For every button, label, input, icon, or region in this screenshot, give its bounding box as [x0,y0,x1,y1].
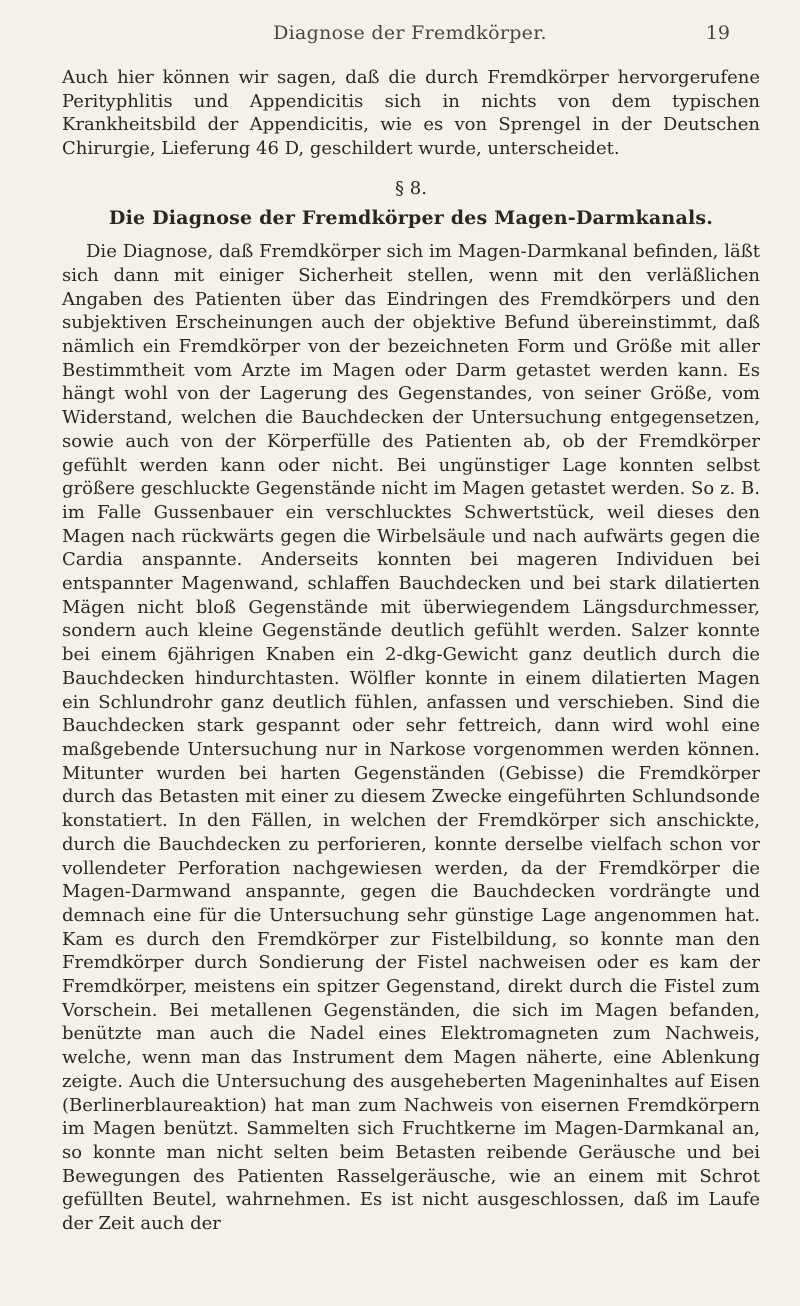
section-number: § 8. [395,177,427,199]
body-text [62,66,760,1236]
running-header [60,10,760,50]
page-number: 19 [705,22,730,44]
running-title: Diagnose der Fremdkörper. [273,22,547,44]
main-paragraph: Die Diagnose, daß Fremdkörper sich im Magen-Darmkanal befinden, läßt sich dann mit einiger Sicherheit stellen, wenn mit den verläßlichen Angaben des Patienten über das Eindringen des Fremdkörpers und den subjektiven Erscheinungen auch der objektive Befund übereinstimmt, daß nämlich ein Fremdkörper von der bezeichneten Form und Größe mit aller Bestimmtheit vom Arzte im Magen oder Darm getastet werden kann. Es hängt wohl von der Lagerung des Gegenstandes, von seiner Größe, vom Widerstand, welchen die Bauchdecken der Untersuchung entgegensetzen, sowie auch von der Körperfülle des Patienten ab, ob der Fremdkörper gefühlt werden kann oder nicht. Bei ungünstiger Lage konnten selbst größere geschluckte Gegenstände nicht im Magen getastet werden. So z. B. im Falle Gussenbauer ein verschlucktes Schwertstück, weil dieses den Magen nach rückwärts gegen die Wirbelsäule und nach aufwärts gegen die Cardia anspannte. Anderseits konnten bei mageren Individuen bei entspannter Magenwand, schlaffen Bauchdecken und bei stark dilatierten Mägen nicht bloß Gegenstände mit überwiegendem Längsdurchmesser, sondern auch kleine Gegenstände deutlich gefühlt werden. Salzer konnte bei einem 6jährigen Knaben ein 2-dkg-Gewicht ganz deutlich durch die Bauchdecken hindurchtasten. Wölfler konnte in einem dilatierten Magen ein Schlundrohr ganz deutlich fühlen, anfassen und verschieben. Sind die Bauchdecken stark gespannt oder sehr fettreich, dann wird wohl eine maßgebende Untersuchung nur in Narkose vorgenommen werden können. Mitunter wurden bei harten Gegenständen (Gebisse) die Fremdkörper durch das Betasten mit einer zu diesem Zwecke eingeführten Schlundsonde konstatiert. In den Fällen, in welchen der Fremdkörper sich anschickte, durch die Bauchdecken zu perforieren, konnte derselbe vielfach schon vor vollendeter Perforation nachgewiesen werden, da der Fremdkörper die Magen-Darmwand anspannte, gegen die Bauchdecken vordrängte und demnach eine für die Untersuchung sehr günstige Lage angenommen hat. Kam es durch den Fremdkörper zur Fistelbildung, so konnte man den Fremdkörper durch Sondierung der Fistel nachweisen oder es kam der Fremdkörper, meistens ein spitzer Gegenstand, direkt durch die Fistel zum Vorschein. Bei metallenen Gegenständen, die sich im Magen befanden, benützte man auch die Nadel eines Elektromagneten zum Nachweis, welche, wenn man das Instrument dem Magen näherte, eine Ablenkung zeigte. Auch die Untersuchung des ausgeheberten Mageninhaltes auf Eisen (Berlinerblaureaktion) hat man zum Nachweis von eisernen Fremdkörpern im Magen benützt. Sammelten sich Fruchtkerne im Magen-Darmkanal an, so konnte man nicht selten beim Betasten reibende Geräusche und bei Bewegungen des Patienten Rasselgeräusche, wie an einem mit Schrot gefüllten Beutel, wahrnehmen. Es ist nicht ausgeschlossen, daß im Laufe der Zeit auch der [62,241,760,1235]
opening-paragraph: Auch hier können wir sagen, daß die durch Fremdkörper hervorgerufene Perityphlitis und Appendicitis sich in nichts von dem typischen Krankheitsbild der Appendicitis, wie es von Sprengel in der Deutschen Chirurgie, Lieferung 46 D, geschildert wurde, unterscheidet. [62,67,760,160]
section-title: Die Diagnose der Fremdkörper des Magen-Darmkanals. [108,206,714,229]
